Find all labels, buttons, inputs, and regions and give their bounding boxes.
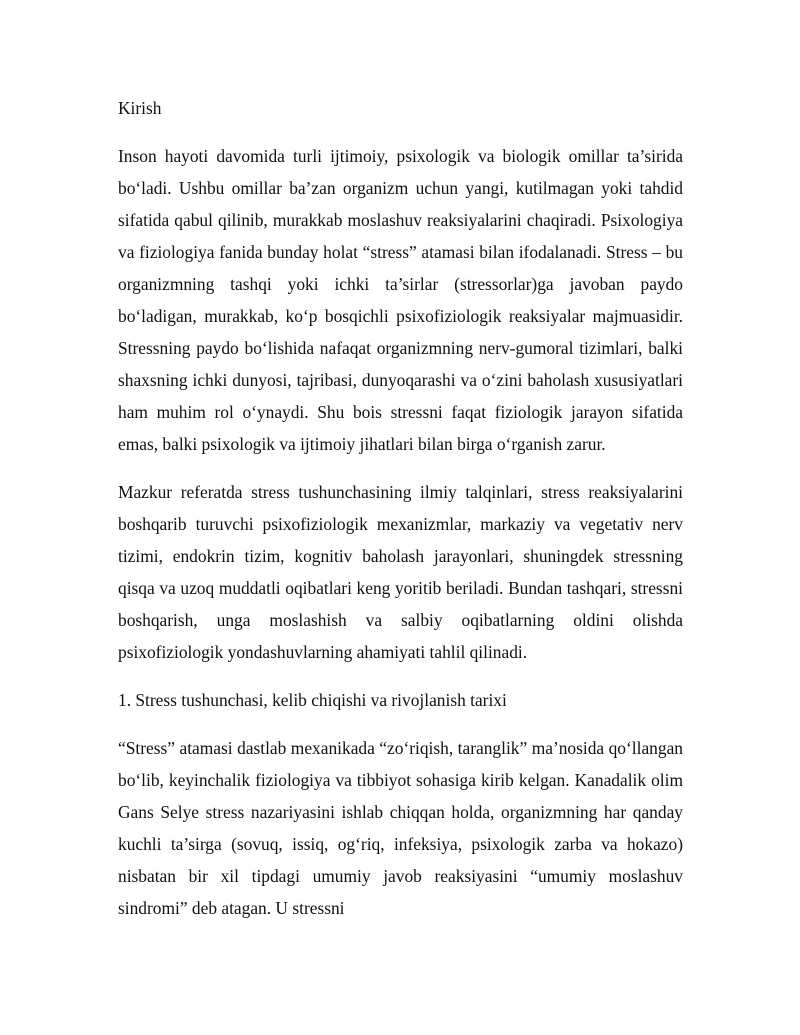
section-heading: 1. Stress tushunchasi, kelib chiqishi va rivojlanish tarixi [118,690,507,710]
intro-heading: Kirish [118,98,162,118]
intro-paragraph: Inson hayoti davomida turli ijtimoiy, psixologik va biologik omillar ta’sirida bo‘ladi. Ushbu omillar ba’zan organizm uchun yangi, kutilmagan yoki tahdid sifatida qabul qilinib, murakkab moslashuv reaksiyalarini chaqiradi. Psixologiya va fiziologiya fanida bunday holat “stress” atamasi bilan ifodalanadi. Stress – bu organizmning tashqi yoki ichki ta’sirlar (stressorlar)ga javoban paydo bo‘ladigan, murakkab, ko‘p bosqichli psixofiziologik reaksiyalar majmuasidir. Stressning paydo bo‘lishida nafaqat organizmning nerv-gumoral tizimlari, balki shaxsning ichki dunyosi, tajribasi, dunyoqarashi va o‘zini baholash xususiyatlari ham muhim rol o‘ynaydi. Shu bois stressni faqat fiziologik jarayon sifatida emas, balki psixologik va ijtimoiy jihatlari bilan birga o‘rganish zarur. [118,146,683,454]
document-body [118,92,683,924]
section-paragraph: “Stress” atamasi dastlab mexanikada “zo‘riqish, taranglik” ma’nosida qo‘llangan bo‘lib, keyinchalik fiziologiya va tibbiyot sohasiga kirib kelgan. Kanadalik olim Gans Selye stress nazariyasini ishlab chiqqan holda, organizmning har qanday kuchli ta’sirga (sovuq, issiq, og‘riq, infeksiya, psixologik zarba va hokazo) nisbatan bir xil tipdagi umumiy javob reaksiyasini “umumiy moslashuv sindromi” deb atagan. U stressni [118,738,683,918]
intro-paragraph: Mazkur referatda stress tushunchasining ilmiy talqinlari, stress reaksiyalarini boshqarib turuvchi psixofiziologik mexanizmlar, markaziy va vegetativ nerv tizimi, endokrin tizim, kognitiv baholash jarayonlari, shuningdek stressning qisqa va uzoq muddatli oqibatlari keng yoritib beriladi. Bundan tashqari, stressni boshqarish, unga moslashish va salbiy oqibatlarning oldini olishda psixofiziologik yondashuvlarning ahamiyati tahlil qilinadi. [118,482,683,662]
